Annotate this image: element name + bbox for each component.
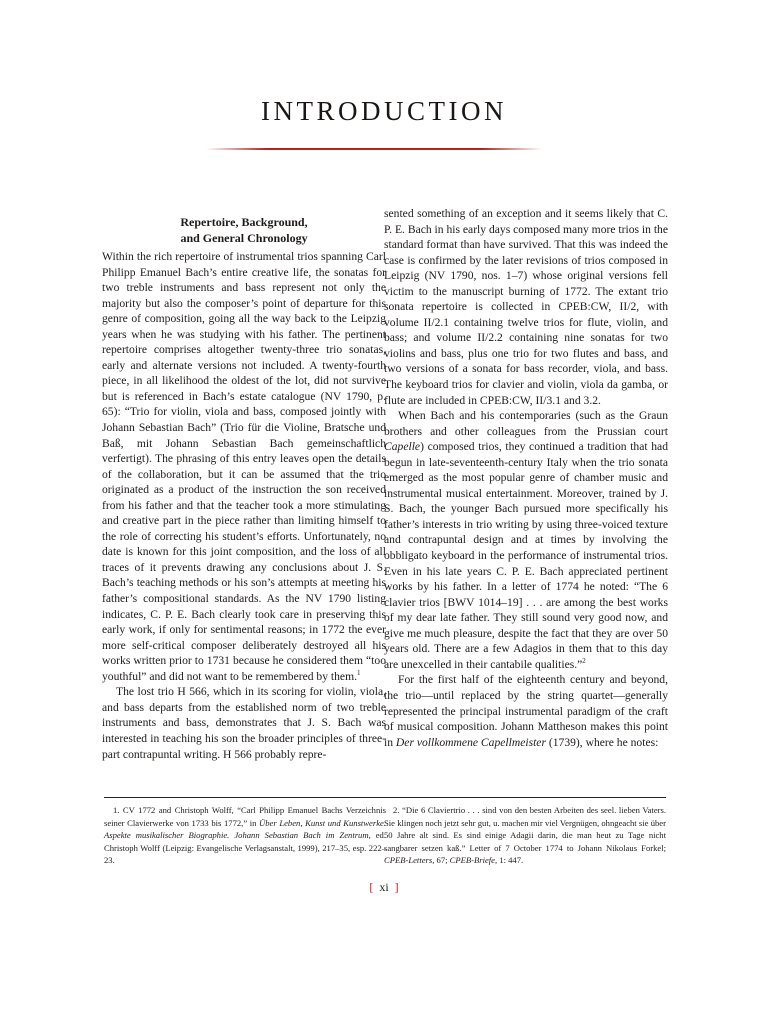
page-number xyxy=(0,880,768,895)
footnote-text: , ed. Christoph Wolff (Leipzig: Evangelische Verlagsanstalt, 1999), 217–35, esp. 222–23. xyxy=(104,830,386,866)
left-column xyxy=(102,214,386,762)
footnote-rule xyxy=(384,797,666,798)
paragraph xyxy=(102,684,386,762)
section-heading xyxy=(102,214,386,246)
footnote-number: 2. xyxy=(393,805,400,815)
footnote-italic: CPEB-Letters xyxy=(384,855,433,866)
paragraph-text: ) composed trios, they continued a tradition that had begun in late-seventeenth-century Italy when the trio sonata emerged as the most popular genre of chamber music and instrumental musical entertainment. Moreover, trained by J. S. Bach, the younger Bach pursued more specifically his father’s interests in trio writing by using three-voiced texture and contrapuntal design and at times by involving the obbligato keyboard in the performance of instrumental trios. Even in his late years C. P. E. Bach appreciated pertinent works by his father. In a letter of 1774 he noted: “The 6 clavier trios [BWV 1014–19] . . . are among the best works of my dear late father. They still sound very good now, and give me much pleasure, despite the fact that they are over 50 years old. There are a few Adagios in them that to this day are unexcelled in their cantabile qualities.” xyxy=(384,440,668,671)
page-title: INTRODUCTION xyxy=(261,96,507,126)
footnote-text: , 1: 447. xyxy=(495,855,524,866)
footnote-text: , 67; xyxy=(432,855,450,866)
paragraph-text: sented something of an exception and it seems likely that C. P. E. Bach in his early days composed many more trios in the standard format than have survived. That this was indeed the case is confirmed by the later revisions of trios composed in Leipzig (NV 1790, nos. 1–7) whose original versions fell victim to the manuscript burning of 1772. The extant trio sonata repertoire is collected in CPEB:CW, II/2, with volume II/2.1 containing twelve trios for flute, violin, and bass; and volume II/2.2 containing nine sonatas for two violins and bass, plus one trio for two flutes and bass, and two versions of a sonata for bass recorder, viola, and bass. The keyboard trios for clavier and violin, viola da gamba, or flute are included in CPEB:CW, II/3.1 and 3.2. xyxy=(384,207,668,407)
italic-term: Capelle xyxy=(384,440,421,454)
footnote-italic: Über Leben, Kunst und Kunstwerke. Aspekte musikalischer Biographie. Johann Sebastian Bach im Zentrum xyxy=(104,817,386,841)
italic-title: Der vollkommene Capellmeister xyxy=(395,735,546,749)
paragraph-text: For the first half of the eighteenth century and beyond, the trio—until replaced by the string quartet—generally represented the principal instrumental paradigm of the craft of musical composition. Johann Mattheson makes this point in xyxy=(384,673,668,749)
page-number-value: xi xyxy=(379,880,389,894)
footnote-number: 1. xyxy=(113,805,120,815)
bracket-close: ] xyxy=(394,880,399,894)
paragraph xyxy=(384,408,668,672)
paragraph xyxy=(102,249,386,684)
paragraph-text: (1739), where he notes: xyxy=(545,735,659,749)
paragraph-text: When Bach and his contemporaries (such as the Graun brothers and other colleagues from the Prussian court xyxy=(384,409,668,438)
footnote-1 xyxy=(104,804,386,867)
paragraph-text: Within the rich repertoire of instrumental trios spanning Carl Philipp Emanuel Bach’s entire creative life, the sonatas for two treble instruments and bass represent not only the majority but also the composer’s point of departure for this genre of composition, going all the way back to the Leipzig years when he was studying with his father. The pertinent repertoire comprises altogether twenty-three trio sonatas, early and alternate versions not included. A twenty-fourth piece, in all likelihood the oldest of the lot, did not survive but is referenced in Bach’s estate catalogue (NV 1790, p. 65): “Trio for violin, viola and bass, composed jointly with Johann Sebastian Bach” (Trio für die Violine, Bratsche und Baß, mit Johann Sebastian Bach gemeinschaftlich verfertigt). The phrasing of this entry leaves open the details of the collaboration, but it can be assumed that the trio originated as a product of the instruction the son received from his father and that the teacher took a more stimulating and creative part in the piece rather than limiting himself to the role of correcting his student’s efforts. Unfortunately, no date is known for this joint composition, and the loss of all traces of it prevents drawing any conclusions about J. S. Bach’s teaching methods or his son’s attempts at meeting his father’s compositional standards. As the NV 1790 listing indicates, C. P. E. Bach clearly took care in preserving this early work, if only for sentimental reasons; in 1772 the ever more self-critical composer deliberately destroyed all his works written prior to 1731 because he considered them “too youthful” and did not want to be remembered by them. xyxy=(102,250,386,683)
footnote-ref: 1 xyxy=(357,668,361,677)
section-heading-line-1: Repertoire, Background, xyxy=(180,215,308,229)
paragraph xyxy=(384,672,668,750)
right-column xyxy=(384,206,668,750)
bracket-open: [ xyxy=(369,880,374,894)
paragraph-text: The lost trio H 566, which in its scoring for violin, viola, and bass departs from the established norm of two treble instruments and bass, demonstrates that J. S. Bach was interested in teaching his son the broader principles of three-part contrapuntal writing. H 566 probably repre- xyxy=(102,685,386,761)
section-heading-line-2: and General Chronology xyxy=(180,231,308,245)
footnote-2 xyxy=(384,804,666,867)
footnote-italic: CPEB-Briefe xyxy=(449,855,495,866)
footnote-text: CV 1772 and Christoph Wolff, “Carl Philipp Emanuel Bachs Verzeichnis seiner Clavierwerke von 1733 bis 1772,” in xyxy=(104,805,386,828)
title-rule xyxy=(206,148,542,150)
footnote-rule xyxy=(104,797,386,798)
footnote-text: “Die 6 Claviertrio . . . sind von den besten Arbeiten des seel. lieben Vaters. Sie klingen noch jetzt sehr gut, u. machen mir viel Vergnügen, ohngeacht sie über 50 Jahre alt sind. Es sind einige Adagii darin, die man heut zu Tage nicht sangbarer setzen kaß.” Letter of 7 October 1774 to Johann Nikolaus Forkel; xyxy=(384,805,666,853)
footnote-ref: 2 xyxy=(582,657,586,665)
paragraph xyxy=(384,206,668,408)
